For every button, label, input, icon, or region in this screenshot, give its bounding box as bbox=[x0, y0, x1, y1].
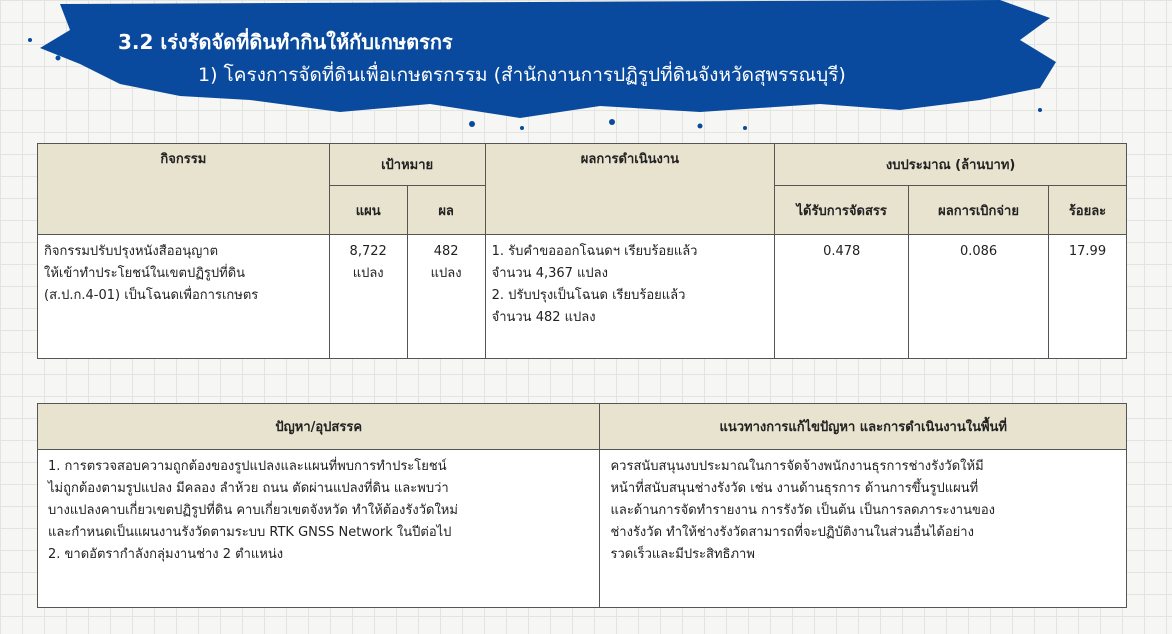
plan-cell bbox=[329, 235, 407, 359]
solution-line: รวดเร็วและมีประสิทธิภาพ bbox=[610, 547, 755, 562]
solution-line: และด้านการจัดทำรายงาน การรังวัด เป็นต้น เป็นการลดภาระงานของ bbox=[610, 503, 996, 518]
disbursed-cell: 0.086 bbox=[909, 235, 1049, 359]
percent-cell: 17.99 bbox=[1048, 235, 1126, 359]
problem-line: 2. ขาดอัตรากำลังกลุ่มงานช่าง 2 ตำแหน่ง bbox=[48, 547, 284, 562]
table-row bbox=[38, 235, 1127, 359]
header-disbursed: ผลการเบิกจ่าย bbox=[909, 186, 1049, 235]
problem-line: บางแปลงคาบเกี่ยวเขตปฏิรูปที่ดิน คาบเกี่ยวเขตจังหวัด ทำให้ต้องรังวัดใหม่ bbox=[48, 503, 458, 518]
problem-line: ไม่ถูกต้องตามรูปแปลง มีคลอง ลำห้วย ถนน ตัดผ่านแปลงที่ดิน และพบว่า bbox=[48, 481, 449, 496]
header-target: เป้าหมาย bbox=[329, 144, 485, 186]
title-banner bbox=[0, 0, 1060, 130]
plan-unit: แปลง bbox=[352, 266, 384, 281]
table-row bbox=[38, 450, 1127, 608]
header-problems: ปัญหา/อุปสรรค bbox=[38, 404, 600, 450]
solution-line: ช่างรังวัด ทำให้ช่างรังวัดสามารถที่จะปฏิบัติงานในส่วนอื่นได้อย่าง bbox=[610, 525, 974, 540]
solution-line: หน้าที่สนับสนุนช่างรังวัด เช่น งานด้านธุรการ ด้านการขึ้นรูปแผนที่ bbox=[610, 481, 979, 496]
problem-line: และกำหนดเป็นแผนงานรังวัดตามระบบ RTK GNSS Network ในปีต่อไป bbox=[48, 525, 452, 540]
solution-line: ควรสนับสนุนงบประมาณในการจัดจ้างพนักงานธุรการช่างรังวัดให้มี bbox=[610, 459, 984, 474]
header-allocated: ได้รับการจัดสรร bbox=[775, 186, 909, 235]
result-cell bbox=[407, 235, 485, 359]
activity-line: (ส.ป.ก.4-01) เป็นโฉนดเพื่อการเกษตร bbox=[44, 288, 259, 303]
performance-line: จำนวน 4,367 แปลง bbox=[491, 266, 608, 281]
page-title: 3.2 เร่งรัดจัดที่ดินทำกินให้กับเกษตรกร bbox=[118, 30, 453, 54]
allocated-cell: 0.478 bbox=[775, 235, 909, 359]
result-value: 482 bbox=[433, 244, 459, 259]
activity-line: ให้เข้าทำประโยชน์ในเขตปฏิรูปที่ดิน bbox=[44, 266, 246, 281]
header-budget: งบประมาณ (ล้านบาท) bbox=[775, 144, 1127, 186]
activity-cell bbox=[38, 235, 330, 359]
performance-table bbox=[37, 143, 1127, 359]
activity-line: กิจกรรมปรับปรุงหนังสืออนุญาต bbox=[44, 244, 219, 259]
header-activity: กิจกรรม bbox=[38, 144, 330, 235]
solutions-cell bbox=[600, 450, 1127, 608]
performance-line: จำนวน 482 แปลง bbox=[491, 310, 596, 325]
problems-cell bbox=[38, 450, 600, 608]
header-percent: ร้อยละ bbox=[1048, 186, 1126, 235]
plan-value: 8,722 bbox=[349, 244, 387, 259]
header-performance: ผลการดำเนินงาน bbox=[485, 144, 775, 235]
performance-cell bbox=[485, 235, 775, 359]
result-unit: แปลง bbox=[430, 266, 462, 281]
header-result: ผล bbox=[407, 186, 485, 235]
header-solutions: แนวทางการแก้ไขปัญหา และการดำเนินงานในพื้นที่ bbox=[600, 404, 1127, 450]
header-plan: แผน bbox=[329, 186, 407, 235]
problems-table bbox=[37, 403, 1127, 608]
performance-line: 1. รับคำขอออกโฉนดฯ เรียบร้อยแล้ว bbox=[491, 244, 698, 259]
performance-line: 2. ปรับปรุงเป็นโฉนด เรียบร้อยแล้ว bbox=[491, 288, 686, 303]
problem-line: 1. การตรวจสอบความถูกต้องของรูปแปลงและแผนที่พบการทำประโยชน์ bbox=[48, 459, 447, 474]
page-subtitle: 1) โครงการจัดที่ดินเพื่อเกษตรกรรม (สำนักงานการปฏิรูปที่ดินจังหวัดสุพรรณบุรี) bbox=[198, 64, 846, 86]
